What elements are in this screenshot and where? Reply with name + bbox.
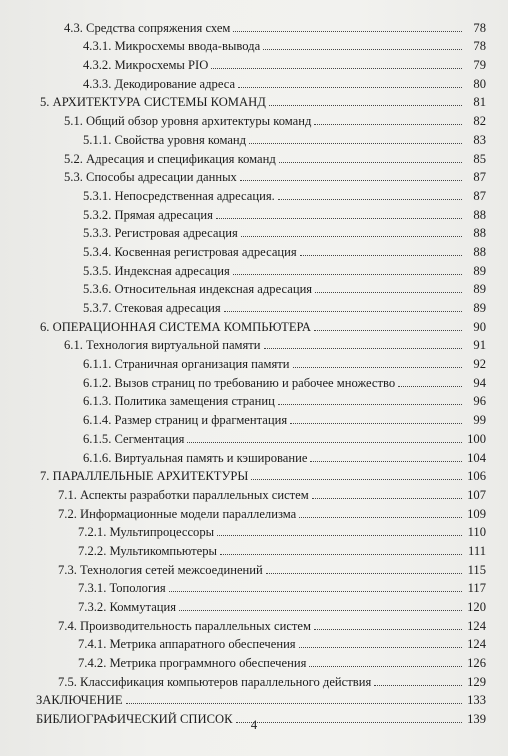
toc-entry <box>0 352 486 371</box>
toc-entry <box>0 408 486 427</box>
toc-entry-page: 78 <box>473 39 486 54</box>
toc-entry-title: 4.3. Средства сопряжения схем <box>64 20 231 35</box>
toc-entry <box>0 16 486 35</box>
toc-leader-dots <box>299 646 462 648</box>
toc-entry-page: 88 <box>473 244 486 259</box>
toc-entry <box>0 222 486 241</box>
toc-entry-title: 5.2. Адресация и спецификация команд <box>64 151 276 166</box>
toc-entry-page: 109 <box>467 506 486 521</box>
toc-entry-page: 129 <box>467 674 486 689</box>
toc-leader-dots <box>249 142 462 144</box>
toc-entry <box>0 278 486 297</box>
toc-entry-title: 4.3.3. Декодирование адреса <box>83 76 236 91</box>
toc-leader-dots <box>179 609 462 611</box>
toc-entry-page: 115 <box>467 562 486 577</box>
toc-entry-title: 6.1.6. Виртуальная память и кэширование <box>83 450 308 465</box>
toc-entry-title: 5.3.2. Прямая адресация <box>83 207 213 222</box>
toc-leader-dots <box>312 497 462 499</box>
toc-entry-title: 5.3. Способы адресации данных <box>64 170 237 185</box>
toc-entry-page: 88 <box>473 207 486 222</box>
toc-entry-page: 111 <box>468 543 486 558</box>
toc-entry-title: 7.4.1. Метрика аппаратного обеспечения <box>78 637 296 652</box>
toc-entry-page: 88 <box>473 226 486 241</box>
toc-entry-title: 6. ОПЕРАЦИОННАЯ СИСТЕМА КОМПЬЮТЕРА <box>40 319 312 334</box>
toc-entry-title: 6.1.3. Политика замещения страниц <box>83 394 275 409</box>
toc-leader-dots <box>314 329 462 331</box>
toc-entry-page: 100 <box>467 431 486 446</box>
toc-entry <box>0 521 486 540</box>
toc-leader-dots <box>224 310 462 312</box>
toc-entry-title: 6.1. Технология виртуальной памяти <box>64 338 261 353</box>
toc-entry-page: 87 <box>473 170 486 185</box>
toc-entry-page: 92 <box>473 357 486 372</box>
toc-entry-title: 7.3.1. Топология <box>78 581 166 596</box>
toc-entry-page: 104 <box>467 450 486 465</box>
toc-leader-dots <box>126 702 462 704</box>
toc-entry-title: 5.3.6. Относительная индексная адресация <box>83 282 313 297</box>
toc-entry <box>0 128 486 147</box>
toc-entry <box>0 203 486 222</box>
toc-entry <box>0 614 486 633</box>
toc-leader-dots <box>240 179 462 181</box>
toc-leader-dots <box>216 217 462 219</box>
toc-entry-page: 82 <box>473 114 486 129</box>
toc-entry-title: 7.2.1. Мультипроцессоры <box>78 525 215 540</box>
toc-entry <box>0 53 486 72</box>
toc-entry-title: 7.4.2. Метрика программного обеспечения <box>78 656 307 671</box>
toc-leader-dots <box>309 665 462 667</box>
toc-entry-page: 139 <box>467 712 486 727</box>
toc-entry-page: 89 <box>473 282 486 297</box>
toc-entry-title: 5.3.3. Регистровая адресация <box>83 226 238 241</box>
toc-entry <box>0 147 486 166</box>
toc-entry <box>0 502 486 521</box>
toc-entry <box>0 633 486 652</box>
toc-entry-page: 81 <box>473 95 486 110</box>
toc-entry <box>0 334 486 353</box>
toc-entry-title: 6.1.4. Размер страниц и фрагментация <box>83 413 288 428</box>
toc-entry-page: 79 <box>473 58 486 73</box>
toc-entry-title: 4.3.1. Микросхемы ввода-вывода <box>83 39 261 54</box>
toc-entry <box>0 427 486 446</box>
toc-leader-dots <box>279 161 462 163</box>
toc-entry <box>0 72 486 91</box>
toc-entry-page: 91 <box>473 338 486 353</box>
toc-entry <box>0 595 486 614</box>
toc-entry-page: 124 <box>467 618 486 633</box>
toc-entry <box>0 558 486 577</box>
toc-leader-dots <box>269 104 462 106</box>
toc-entry-page: 90 <box>473 319 486 334</box>
toc-entry-page: 117 <box>467 581 486 596</box>
toc-leader-dots <box>299 516 462 518</box>
toc-entry-title: БИБЛИОГРАФИЧЕСКИЙ СПИСОК <box>36 712 233 727</box>
toc-entry-page: 80 <box>473 76 486 91</box>
toc-entry-title: 5.3.7. Стековая адресация <box>83 301 221 315</box>
toc-entry-page: 89 <box>473 263 486 278</box>
toc-leader-dots <box>278 403 462 405</box>
toc-leader-dots <box>238 86 462 88</box>
toc-entry-title: 4.3.2. Микросхемы PIO <box>83 58 209 73</box>
toc-leader-dots <box>310 460 462 462</box>
toc-leader-dots <box>314 123 462 125</box>
toc-leader-dots <box>263 48 462 50</box>
toc-entry <box>0 35 486 54</box>
toc-entry <box>0 483 486 502</box>
toc-leader-dots <box>220 553 462 555</box>
toc-entry-page: 120 <box>467 600 486 614</box>
toc-entry-page: 78 <box>473 20 486 35</box>
toc-leader-dots <box>264 347 462 349</box>
toc-entry-page: 133 <box>467 693 486 708</box>
toc-leader-dots <box>290 422 462 424</box>
toc-entry <box>0 371 486 390</box>
toc-entry <box>0 465 486 484</box>
toc-leader-dots <box>266 572 462 574</box>
toc-entry-title: 7.2. Информационные модели параллелизма <box>58 506 297 521</box>
toc-entry <box>0 315 486 334</box>
toc-leader-dots <box>251 478 462 480</box>
toc-entry <box>0 651 486 670</box>
page-number: 4 <box>250 718 258 732</box>
toc-entry-page: 94 <box>473 375 486 390</box>
toc-entry-title: 6.1.5. Сегментация <box>83 431 185 446</box>
toc-entry <box>0 296 486 315</box>
toc-entry-page: 85 <box>473 151 486 166</box>
toc-leader-dots <box>241 235 462 237</box>
table-of-contents <box>0 16 508 726</box>
toc-entry-page: 96 <box>473 394 486 409</box>
toc-entry-page: 83 <box>473 132 486 147</box>
toc-entry <box>0 390 486 409</box>
toc-entry-title: 6.1.1. Страничная организация памяти <box>83 357 290 372</box>
toc-entry <box>0 577 486 596</box>
toc-entry-title: 5.3.5. Индексная адресация <box>83 263 230 278</box>
toc-leader-dots <box>300 254 462 256</box>
toc-entry-title: 5. АРХИТЕКТУРА СИСТЕМЫ КОМАНД <box>40 95 266 110</box>
toc-entry-title: 5.1.1. Свойства уровня команд <box>83 132 247 147</box>
toc-leader-dots <box>278 198 462 200</box>
toc-entry-title: 7.4. Производительность параллельных систем <box>58 618 311 633</box>
toc-entry <box>0 166 486 185</box>
toc-leader-dots <box>314 628 462 630</box>
toc-entry-title: ЗАКЛЮЧЕНИЕ <box>36 693 123 708</box>
toc-entry <box>0 184 486 203</box>
toc-entry-title: 5.1. Общий обзор уровня архитектуры команд <box>64 114 312 129</box>
toc-entry-title: 5.3.1. Непосредственная адресация. <box>83 188 275 203</box>
toc-entry-title: 7.2.2. Мультикомпьютеры <box>78 543 217 558</box>
toc-leader-dots <box>233 30 462 32</box>
toc-entry-page: 126 <box>467 656 486 671</box>
toc-entry-title: 7.1. Аспекты разработки параллельных систем <box>58 487 309 502</box>
toc-leader-dots <box>211 67 462 69</box>
toc-leader-dots <box>293 366 463 368</box>
toc-leader-dots <box>315 291 462 293</box>
toc-leader-dots <box>187 441 462 443</box>
toc-entry-page: 89 <box>473 301 486 315</box>
toc-entry <box>0 670 486 689</box>
toc-leader-dots <box>169 590 462 592</box>
toc-entry <box>0 259 486 278</box>
toc-entry-page: 110 <box>467 525 486 540</box>
toc-entry-page: 124 <box>467 637 486 652</box>
toc-entry <box>0 240 486 259</box>
toc-entry <box>0 689 486 708</box>
toc-entry <box>0 446 486 465</box>
toc-entry <box>0 539 486 558</box>
toc-leader-dots <box>374 684 462 686</box>
toc-entry <box>0 109 486 128</box>
toc-entry-page: 106 <box>467 469 486 484</box>
toc-entry-page: 87 <box>473 188 486 203</box>
toc-entry-title: 5.3.4. Косвенная регистровая адресация <box>83 244 297 259</box>
toc-entry-title: 7.5. Классификация компьютеров параллельного действия <box>58 674 372 689</box>
toc-entry-page: 107 <box>467 487 486 502</box>
toc-entry-title: 6.1.2. Вызов страниц по требованию и рабочее множество <box>83 375 396 390</box>
toc-entry-title: 7.3. Технология сетей межсоединений <box>58 562 263 577</box>
toc-leader-dots <box>217 534 462 536</box>
toc-entry-page: 99 <box>473 413 486 428</box>
toc-entry-title: 7.3.2. Коммутация <box>78 600 177 614</box>
toc-entry <box>0 91 486 110</box>
toc-entry-title: 7. ПАРАЛЛЕЛЬНЫЕ АРХИТЕКТУРЫ <box>40 469 249 484</box>
toc-leader-dots <box>233 273 462 275</box>
toc-leader-dots <box>398 385 462 387</box>
